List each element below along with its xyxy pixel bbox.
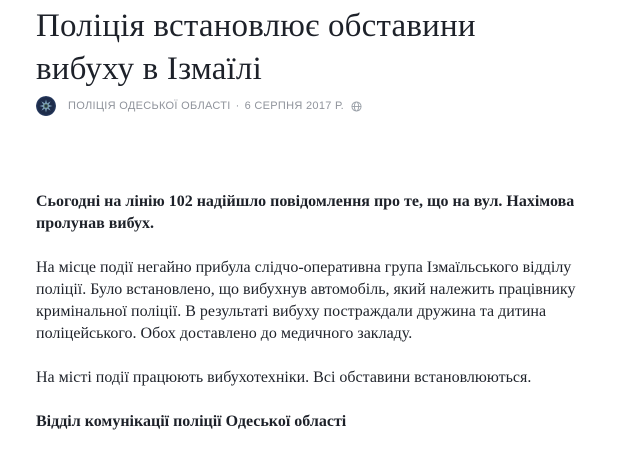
byline-text	[68, 100, 362, 112]
police-badge-icon[interactable]	[36, 96, 56, 116]
article-title: Поліція встановлює обставини вибуху в Ізмаїлі	[36, 8, 476, 87]
paragraph-details: На місце події негайно прибула слідчо-оперативна група Ізмаїльського відділу поліції. Було встановлено, що вибухнув автомобіль, який належить працівнику кримінальної поліції. В результаті вибуху постраждали дружина та дитина поліцейського. Обох доставлено до медичного закладу.	[36, 259, 576, 342]
globe-icon	[351, 101, 362, 112]
paragraph-signature: Відділ комунікації поліції Одеської області	[36, 413, 347, 430]
article-body	[36, 191, 616, 433]
publish-date: 6 СЕРПНЯ 2017 Р.	[244, 100, 344, 112]
author-name[interactable]: ПОЛІЦІЯ ОДЕСЬКОЇ ОБЛАСТІ	[68, 100, 231, 112]
byline-separator: ·	[235, 100, 240, 112]
paragraph-status: На місті події працюють вибухотехніки. Всі обставини встановлюються.	[36, 369, 532, 386]
paragraph-lead: Сьогодні на лінію 102 надійшло повідомлення про те, що на вул. Нахімова пролунав вибух.	[36, 193, 575, 232]
byline	[36, 95, 602, 117]
